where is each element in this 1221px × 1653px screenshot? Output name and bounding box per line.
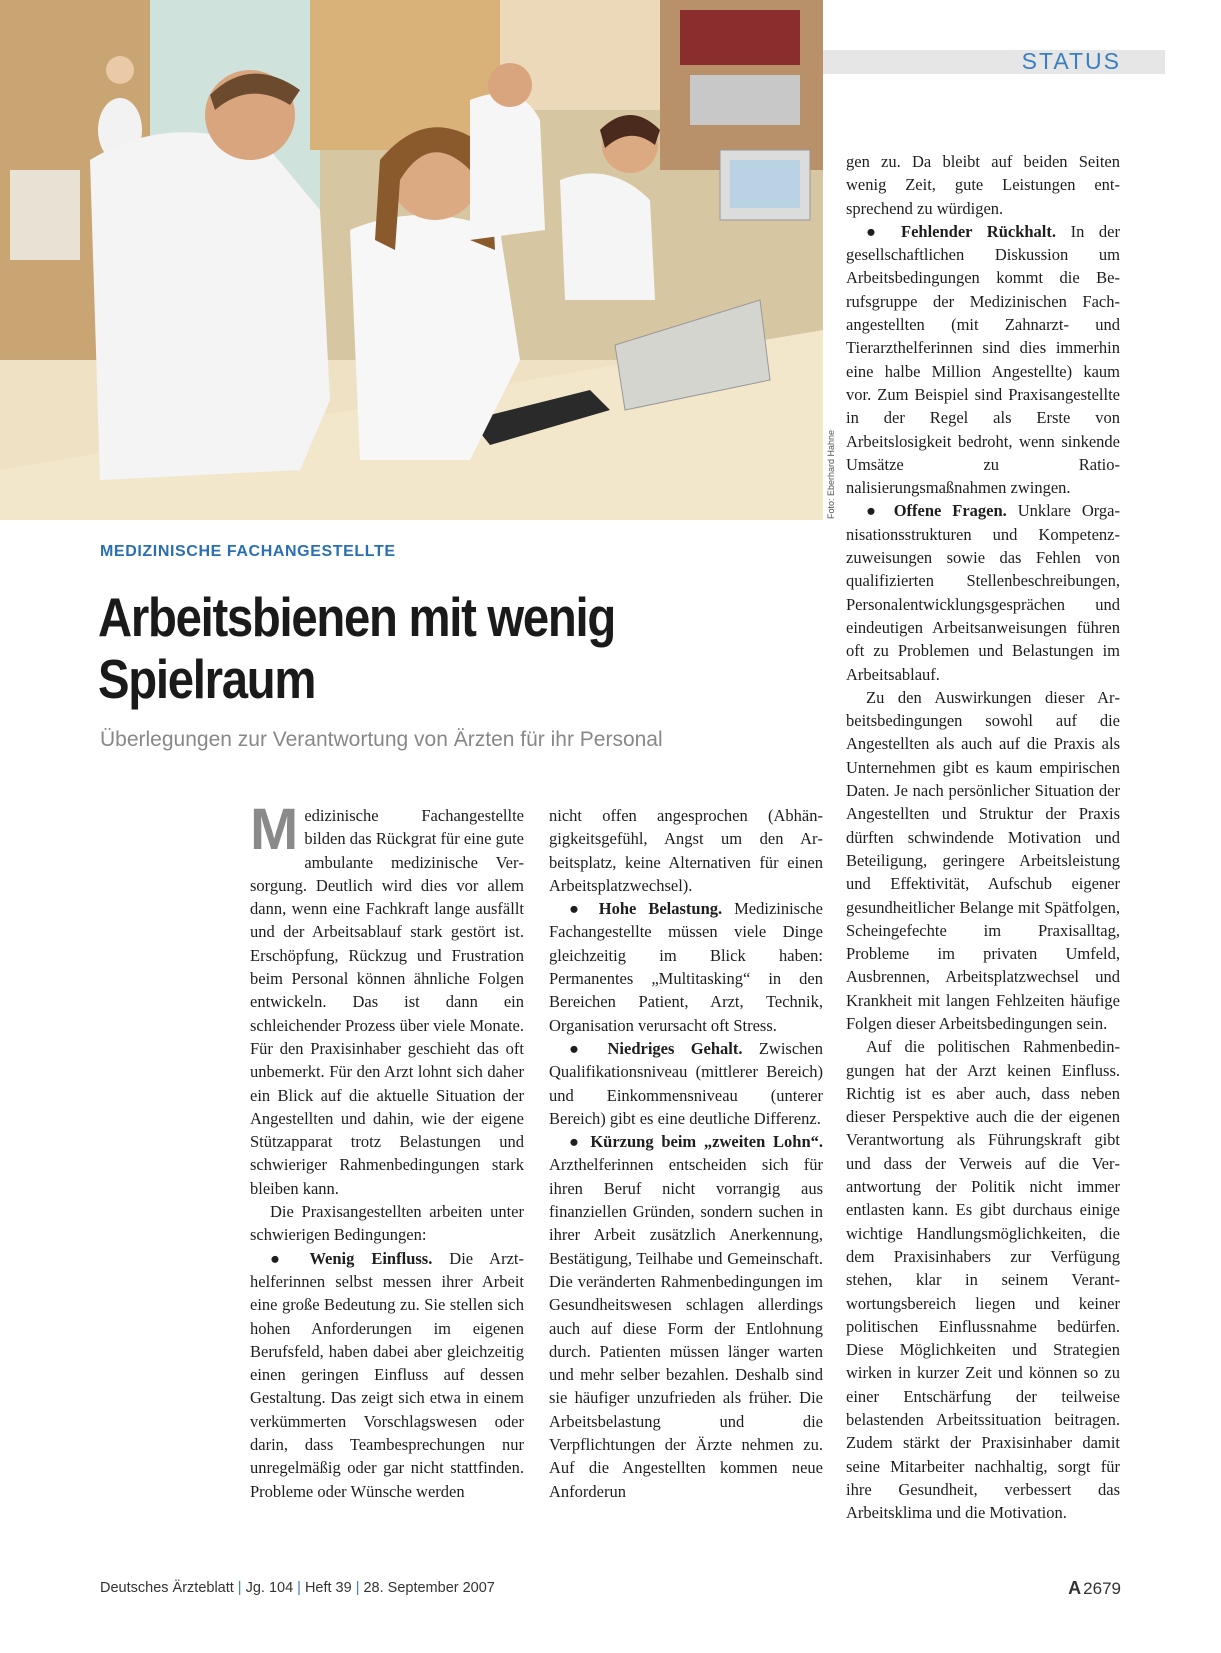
bullet-text: Unklare Organisationsstrukturen und Kompetenzzuweisungen sowie das Fehlen von qualifizierten Stellenbeschreibungen, Personalentwicklungsgesprächen und eindeutigen Arbeitsanweisungen führen oft zu Problemen und Belastungen im Arbeitsablauf. [846,501,1121,684]
bullet-paragraph [549,1130,823,1503]
paragraph: Zu den Auswirkungen dieser Arbeitsbedingungen sowohl auf die Angestellten als auch auf die Praxis als Unternehmen gibt es kaum empirischen Daten. Je nach persönlicher Situation der Angestellten und Struktur der Praxis dürften schwindende Motivation und Beteiligung, geringere Arbeitsleistung und Effektivität, Aufschub eigener gesundheitlicher Belange mit Spätfolgen, Scheingefechte im Praxisalltag, Probleme im privaten Umfeld, Ausbrennen, Arbeitsplatzwechsel und Krankheit mit langen Fehlzeiten häufige Folgen dieser Arbeitsbedingungen sein. [846,687,1120,1033]
bullet-paragraph [846,220,1120,500]
issue-date: 28. September 2007 [363,1580,495,1596]
article-column-1 [250,797,524,1503]
bullet-paragraph [549,897,823,1037]
article-column-3 [846,150,1120,1525]
bullet-heading: ● Offene Fragen. [866,501,1007,521]
subheadline: Überlegungen zur Verantwortung von Ärzten für ihr Personal [100,728,663,751]
volume: Jg. 104 [245,1580,294,1596]
bullet-heading: ● Fehlender Rückhalt. [866,221,1056,241]
photo-credit-text: Foto: Eberhard Hahne [826,429,836,519]
section-label: STATUS [1021,48,1121,74]
bullet-text: In der gesellschaftlichen Diskussion um Arbeitsbedingungen kommt die Berufsgruppe der Medizinischen Fachangestellten (mit Zahnarzt- und Tierarzthelferinnen sind dies immerhin eine halbe Million Angestellte) kaum vor. Zum Beispiel sind Praxisangestellte in der Regel als Erste von Arbeitslosigkeit bedroht, wenn sinkende Umsätze zu Rationalisierungsmaßnahmen zwingen. [846,221,1120,498]
separator: | [237,1580,242,1596]
paragraph-text: edizinische Fachangestellte bilden das Rückgrat für eine gute ambulante medizinische Versorgung. Deutlich wird dies vor allem dann, wenn eine Fachkraft lange ausfällt und der Arbeitsablauf stark gestört ist. Erschöpfung, Rückzug und Frustration beim Personal können ähnliche Folgen entwickeln. Das ist dann ein schleichender Prozess über viele Monate. Für den Praxisinhaber geschieht das oft unbemerkt. Für den Arzt lohnt sich daher ein Blick auf die aktuelle Situation der Angestellten und dahin, wie der eigene Stützapparat trotz Belastungen und schwieriger Rahmenbedingungen stark bleiben kann. [250,806,524,1198]
office-scene-illustration [0,0,823,520]
paragraph: Auf die politischen Rahmenbedingungen hat der Arzt keinen Einfluss. Richtig ist es aber auch, dass neben dieser Perspektive auch die der eigenen Verantwortung als Führungskraft gibt und dass der Verweis auf die Verantwortung der Politik nicht immer entlasten kann. Es gibt durchaus einige wichtige Handlungsmöglichkeiten, die dem Praxisinhabers zur Verfügung stehen, klar in seinem Verantwortungsbereich liegen und keiner politischen Einflussnahme bedürfen. Diese Möglichkeiten und Strategien wirken in kurzer Zeit und können so zu einer Entschärfung der teilweise belastenden Arbeitssituation beitragen. Zudem stärkt der Praxisinhaber damit seine Mitarbeiter nachhaltig, sorgt für ihre Gesundheit, verbessert das Arbeitsklima und die Motivation. [846,1037,1120,1523]
photo-credit [826,429,840,519]
headline: Arbeitsbienen mit wenig Spielraum [98,586,615,710]
bullet-paragraph [549,1037,823,1130]
article-photo [0,0,823,520]
bullet-heading: ● Niedriges Gehalt. [569,1038,743,1058]
separator: | [297,1580,301,1596]
issue: Heft 39 [304,1580,352,1596]
bullet-text: Medizinische Fachangestellte müssen viele Dinge gleichzeitig im Blick haben: Permanentes „Multitasking“ in den Bereichen Patient, Arzt, Technik, Organisation verursacht oft Stress. [549,899,823,1035]
article-column-2 [549,804,823,1503]
paragraph: Die Praxisangestellten arbeiten unter schwierigen Bedingungen: [250,1202,524,1245]
journal-name: Deutsches Ärzteblatt [100,1580,234,1596]
bullet-paragraph [846,499,1120,685]
bullet-heading: ● Kürzung beim „zweiten Lohn“. [569,1132,823,1152]
bullet-text: Die Arzthelferinnen selbst messen ihrer Arbeit eine große Bedeutung zu. Sie stellen sich hohen Anforderungen im eigenen Berufsfeld, haben dabei aber gleichzeitig einen geringen Einfluss auf dessen Gestaltung. Das zeigt sich etwa in einem verkümmerten Vorschlagswesen oder darin, dass Teambesprechungen nur unregelmäßig oder gar nicht stattfinden. Probleme oder Wünsche werden [250,1248,524,1501]
footer [100,1580,495,1596]
paragraph: nicht offen angesprochen (Abhängigkeitsgefühl, Angst um den Arbeitsplatz, keine Alternativen für einen Arbeitsplatzwechsel). [549,806,823,895]
paragraph [250,797,524,1200]
bullet-paragraph [250,1247,524,1503]
bullet-heading: ● Wenig Einfluss. [270,1248,433,1268]
kicker: MEDIZINISCHE FACHANGESTELLTE [100,543,396,560]
section-banner [823,50,1165,74]
page-number-value: 2679 [1083,1579,1121,1598]
bullet-text: Zwischen Qualifikationsniveau (mittlerer Bereich) und Einkommensniveau (unterer Bereich) gibt es eine deutliche Differenz. [549,1038,823,1128]
page-prefix: A [1068,1578,1082,1598]
dropcap: M [250,797,299,862]
bullet-heading: ● Hohe Belastung. [569,899,723,919]
paragraph: gen zu. Da bleibt auf beiden Seiten wenig Zeit, gute Leistungen entsprechend zu würdigen. [846,152,1120,218]
bullet-text: Arzthelferinnen entscheiden sich für ihren Beruf nicht vorrangig aus finanziellen Gründen, sondern suchen in ihrer Arbeit zusätzlich Anerkennung, Bestätigung, Teilhabe und Gemeinschaft. Die veränderten Rahmenbedingungen im Gesundheitswesen schlagen allerdings auch auf diese Form der Entlohnung durch. Patienten müssen länger warten und mehr selber bezahlen. Deshalb sind sie häufiger unzufrieden als früher. Die Arbeitsbelastung und die Verpflichtungen der Ärzte nehmen zu. Auf die Angestellten kommen neue Anforderun [549,1155,823,1501]
separator: | [355,1580,360,1596]
page-number [1068,1578,1121,1599]
